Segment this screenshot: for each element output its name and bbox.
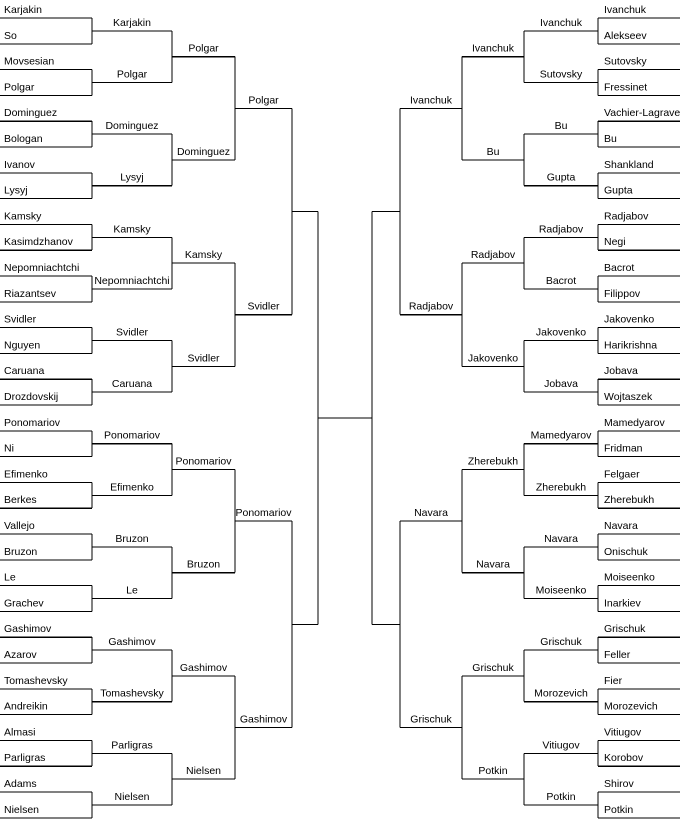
right-round3-player: Potkin xyxy=(478,765,508,778)
left-round3-player: Nielsen xyxy=(185,765,222,778)
right-round1-player: Vachier-Lagrave xyxy=(604,107,680,120)
left-round1-player: Dominguez xyxy=(4,107,58,120)
left-round1-player: Bruzon xyxy=(4,545,38,558)
right-round1-player: Inarkiev xyxy=(604,597,641,610)
right-round1-player: Navara xyxy=(604,520,638,532)
left-round1-player: Ni xyxy=(4,442,14,455)
right-round2-player: Jakovenko xyxy=(535,326,587,339)
right-round1-player: Moiseenko xyxy=(604,571,655,584)
right-round3-player: Grischuk xyxy=(472,661,514,674)
left-round3-player: Kamsky xyxy=(184,249,223,262)
right-round1-player: Grischuk xyxy=(604,623,646,636)
right-round4-player: Grischuk xyxy=(410,713,452,726)
right-round1-player: Vitiugov xyxy=(604,726,642,739)
left-round1-player: Berkes xyxy=(4,494,37,507)
left-round4-player: Ponomariov xyxy=(235,507,292,520)
right-round1-player: Bacrot xyxy=(604,262,635,274)
right-round2-player: Bu xyxy=(554,120,568,133)
right-round2-player: Sutovsky xyxy=(539,68,583,81)
left-round3-player: Svidler xyxy=(187,352,220,365)
left-round2-player: Svidler xyxy=(115,326,149,339)
left-round2-player: Tomashevsky xyxy=(100,687,164,700)
left-round1-player: Polgar xyxy=(4,81,35,94)
right-round1-player: Feller xyxy=(604,649,631,661)
left-round2-player: Polgar xyxy=(116,68,148,81)
right-round2-player: Potkin xyxy=(546,790,576,803)
right-round1-player: Onischuk xyxy=(604,545,648,558)
right-round4-player: Navara xyxy=(414,507,448,520)
left-round1-player: Nguyen xyxy=(4,339,41,352)
left-round2-player: Gashimov xyxy=(108,636,156,649)
right-round2-player: Ivanchuk xyxy=(539,16,583,29)
left-round1-player: Kasimdzhanov xyxy=(4,236,73,249)
left-round1-player: Ponomariov xyxy=(4,416,61,429)
right-round2-player: Radjabov xyxy=(538,223,584,236)
right-round3-player: Navara xyxy=(476,558,510,571)
left-round3-player: Polgar xyxy=(188,42,219,55)
left-round1-player: Movsesian xyxy=(4,55,55,68)
right-round1-player: Negi xyxy=(604,236,626,249)
left-round2-player: Lysyj xyxy=(120,171,144,184)
right-round2-player: Navara xyxy=(544,532,578,545)
right-round2-player: Zherebukh xyxy=(535,481,587,494)
left-round3-player: Ponomariov xyxy=(175,455,232,468)
right-round1-player: Fier xyxy=(604,674,623,687)
left-round1-player: Efimenko xyxy=(4,468,48,481)
right-round1-player: Potkin xyxy=(604,803,634,816)
right-round1-player: Zherebukh xyxy=(604,494,655,507)
left-round1-player: Parligras xyxy=(4,752,46,765)
right-round1-player: Jakovenko xyxy=(604,313,655,326)
left-round2-player: Dominguez xyxy=(105,120,159,133)
left-round1-player: Karjakin xyxy=(4,4,42,16)
right-round2-player: Moiseenko xyxy=(535,584,587,597)
right-round1-player: Shankland xyxy=(604,158,654,171)
right-round2-player: Vitiugov xyxy=(542,739,580,752)
right-round4-player: Ivanchuk xyxy=(409,94,453,107)
right-round1-player: Alekseev xyxy=(604,29,647,42)
right-round3-player: Radjabov xyxy=(470,249,516,262)
right-round2-player: Bacrot xyxy=(545,274,577,287)
left-round3-player: Dominguez xyxy=(176,145,231,158)
left-round1-player: Le xyxy=(4,571,16,584)
left-round2-player: Nepomniachtchi xyxy=(94,274,170,287)
left-round3-player: Gashimov xyxy=(179,661,228,674)
left-round1-player: Riazantsev xyxy=(4,287,56,300)
right-round3-player: Zherebukh xyxy=(467,455,519,468)
right-round1-player: Mamedyarov xyxy=(604,416,665,429)
left-round1-player: Azarov xyxy=(4,649,37,661)
left-round2-player: Kamsky xyxy=(113,223,151,236)
right-round1-player: Morozevich xyxy=(604,700,658,713)
right-round2-player: Jobava xyxy=(544,378,578,391)
left-round4-player: Svidler xyxy=(247,300,280,313)
right-round1-player: Wojtaszek xyxy=(604,391,653,403)
left-round3-player: Bruzon xyxy=(186,558,221,571)
left-round1-player: So xyxy=(4,29,17,42)
left-round1-player: Drozdovskij xyxy=(4,391,59,403)
left-round2-player: Parligras xyxy=(111,739,153,752)
left-round1-player: Bologan xyxy=(4,133,43,145)
left-round2-player: Karjakin xyxy=(113,16,151,29)
right-round1-player: Fressinet xyxy=(604,81,648,94)
left-round2-player: Efimenko xyxy=(110,481,154,494)
left-round1-player: Kamsky xyxy=(4,210,42,223)
left-round1-player: Adams xyxy=(4,778,37,790)
right-round1-player: Radjabov xyxy=(604,210,649,223)
right-round1-player: Ivanchuk xyxy=(604,4,647,16)
right-round3-player: Ivanchuk xyxy=(471,42,515,55)
right-round2-player: Morozevich xyxy=(534,687,588,700)
left-round1-player: Almasi xyxy=(4,726,36,739)
right-round2-player: Gupta xyxy=(546,171,576,184)
right-round2-player: Mamedyarov xyxy=(530,429,592,442)
left-round1-player: Gashimov xyxy=(4,623,52,636)
left-round1-player: Caruana xyxy=(4,365,45,378)
right-round1-player: Felgaer xyxy=(604,468,640,481)
left-round1-player: Tomashevsky xyxy=(4,674,68,687)
left-round2-player: Caruana xyxy=(111,378,153,391)
right-round1-player: Harikrishna xyxy=(604,339,658,352)
left-round4-player: Gashimov xyxy=(239,713,288,726)
left-round1-player: Nepomniachtchi xyxy=(4,262,80,274)
right-round1-player: Fridman xyxy=(604,442,643,455)
left-round1-player: Andreikin xyxy=(4,700,48,713)
right-round1-player: Korobov xyxy=(604,752,644,765)
left-round1-player: Lysyj xyxy=(4,184,28,197)
right-round1-player: Jobava xyxy=(604,365,638,378)
right-round1-player: Shirov xyxy=(604,778,634,790)
left-round2-player: Ponomariov xyxy=(103,429,161,442)
left-round1-player: Svidler xyxy=(4,313,37,326)
right-round1-player: Bu xyxy=(604,133,617,145)
left-round1-player: Nielsen xyxy=(4,803,40,816)
right-round1-player: Gupta xyxy=(604,184,633,197)
left-round2-player: Nielsen xyxy=(114,790,150,803)
left-round2-player: Le xyxy=(126,584,138,597)
left-round1-player: Ivanov xyxy=(4,158,35,171)
right-round2-player: Grischuk xyxy=(540,636,582,649)
left-round2-player: Bruzon xyxy=(115,532,149,545)
right-round3-player: Jakovenko xyxy=(467,352,519,365)
left-round4-player: Polgar xyxy=(248,94,279,107)
left-round1-player: Grachev xyxy=(4,597,44,610)
right-round1-player: Filippov xyxy=(604,287,641,300)
right-round4-player: Radjabov xyxy=(408,300,454,313)
right-round1-player: Sutovsky xyxy=(604,55,647,68)
right-round3-player: Bu xyxy=(486,145,500,158)
bracket-labels xyxy=(4,4,680,816)
left-round1-player: Vallejo xyxy=(4,520,35,532)
